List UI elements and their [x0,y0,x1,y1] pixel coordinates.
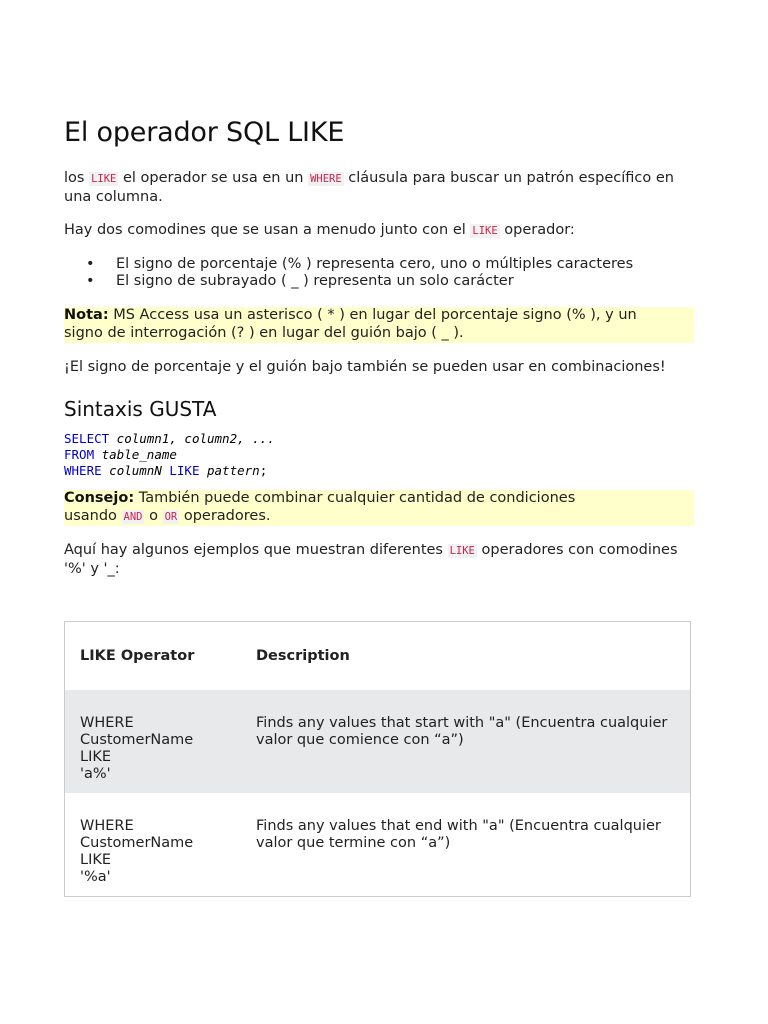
tip-text: usando [64,507,122,524]
cell-text: WHERE [80,818,134,834]
text: los [64,170,90,186]
cell-text: Finds any values that start with "a" (Encuentra cualquier [256,715,668,731]
text: operadores con comodines [476,542,678,558]
text: cláusula para buscar un patrón específico en [343,170,674,186]
code-text: columnN [101,463,170,478]
tip-box [64,490,694,526]
code-text: table_name [94,447,177,462]
operator-cell [65,690,242,793]
list-item [64,273,633,290]
text: una columna. [64,188,163,205]
sql-keyword: SELECT [64,431,110,446]
code-line [64,431,275,447]
keyword-like: LIKE [91,173,117,185]
cell-text: CustomerName LIKE [80,835,194,868]
keyword-like: LIKE [449,545,475,557]
examples-intro-paragraph [64,542,704,578]
cell-text: valor que termine con “a”) [256,835,451,851]
code-text: pattern [199,463,260,478]
text: el operador se usa en un [118,170,309,186]
text: Aquí hay algunos ejemplos que muestran diferentes [64,542,448,558]
list-item-text: El signo de porcentaje (% ) representa cero, uno o múltiples caracteres [116,256,634,272]
code-text: ; [259,463,268,478]
combinations-paragraph: ¡El signo de porcentaje y el guión bajo también se pueden usar en combinaciones! [64,359,666,375]
code-line [64,447,275,463]
bullet-icon: • [86,272,95,289]
description-cell [241,793,691,897]
text: operador: [499,222,575,238]
list-item-text: El signo de subrayado ( _ ) representa un solo carácter [116,272,514,289]
note-text: signo de interrogación (? ) en lugar del guión bajo ( _ ). [64,324,464,341]
note-text: MS Access usa un asterisco ( * ) en lugar del porcentaje signo (% ), y un [108,307,637,323]
intro-paragraph [64,170,694,206]
tip-text: También puede combinar cualquier cantidad de condiciones [134,490,576,506]
sql-keyword: LIKE [169,463,200,478]
table-row [65,793,691,897]
code-line [64,463,275,479]
code-text: column1, column2, ... [109,431,275,446]
column-header: Description [256,647,350,664]
keyword-where: WHERE [310,173,342,185]
tip-text: operadores. [179,507,271,524]
keyword-or: OR [164,510,178,523]
text: '%' y '_: [64,560,120,577]
text: Hay dos comodines que se usan a menudo junto con el [64,222,471,238]
keyword-and: AND [123,510,143,523]
operator-cell [65,793,242,897]
table-row [65,690,691,793]
column-header: LIKE Operator [80,647,195,664]
keyword-like: LIKE [472,225,498,237]
cell-text: WHERE [80,715,134,731]
sql-keyword: WHERE [64,463,102,478]
wildcards-paragraph [64,222,694,241]
note-box [64,307,694,343]
cell-text: Finds any values that end with "a" (Encuentra cualquier [256,818,661,834]
cell-text: '%a' [80,869,111,885]
bullet-icon: • [86,256,95,272]
list-item [64,256,633,273]
sql-syntax-code [64,431,275,479]
tip-text: o [144,507,163,524]
sql-keyword: FROM [64,447,95,462]
table-header-row [65,622,691,691]
note-label: Nota: [64,307,109,323]
cell-text: 'a%' [80,766,111,782]
wildcard-list [64,256,633,289]
cell-text: valor que comience con “a”) [256,732,464,748]
description-cell [241,690,691,793]
syntax-heading: Sintaxis GUSTA [64,397,217,421]
cell-text: CustomerName LIKE [80,732,194,765]
like-operators-table [64,621,691,897]
page-title: El operador SQL LIKE [64,117,345,148]
tip-label: Consejo: [64,490,135,506]
